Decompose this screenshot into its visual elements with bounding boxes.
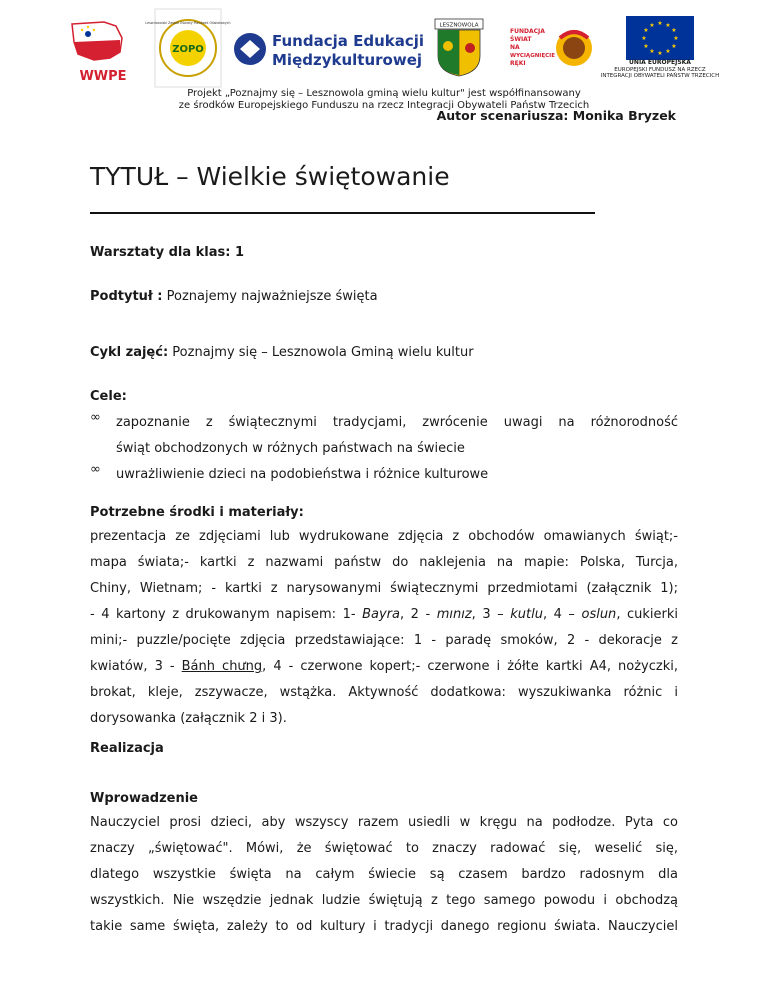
word-kutlu: kutlu — [510, 607, 543, 622]
wprowadzenie-line: takie same święta, zależy to od kultury i tradycji danego regionu świata. Nauczyciel — [90, 919, 678, 934]
svg-text:★: ★ — [665, 22, 671, 29]
svg-text:★: ★ — [665, 48, 671, 55]
fundacja-line2: Międzykulturowej — [272, 51, 423, 69]
fundacja-edukacji-logo — [232, 26, 428, 72]
srodki-line — [90, 602, 678, 628]
cykl-zajec — [90, 344, 474, 362]
zopo-logo — [145, 8, 231, 88]
swiat-line4: WYCIĄGNIĘCIE — [510, 53, 555, 59]
warsztaty: Warsztaty dla klas: 1 — [90, 245, 245, 260]
srodki-line: mini;- puzzle/pocięte zdjęcia przedstawiające: 1 - paradę smoków, 2 - dekoracje z — [90, 633, 678, 648]
wprowadzenie-line: dlatego wszystkie święta na całym świecie są czasem bardzo radosnym dla — [90, 867, 678, 882]
word-miniz: mınız — [436, 607, 472, 622]
svg-text:★: ★ — [671, 43, 677, 50]
srodki-text: , 2 - — [399, 607, 437, 622]
word-banh-chung: Bánh chưng — [181, 659, 263, 674]
title-underline — [90, 212, 595, 214]
swiat-line5: RĘKI — [510, 60, 526, 67]
svg-text:★: ★ — [671, 27, 677, 34]
srodki-paragraph — [90, 524, 678, 732]
svg-text:★: ★ — [643, 27, 649, 34]
cele-heading: Cele: — [90, 389, 127, 404]
fundacja-swiat-logo — [508, 24, 598, 76]
svg-text:★: ★ — [657, 20, 663, 27]
srodki-heading: Potrzebne środki i materiały: — [90, 505, 304, 520]
svg-text:★: ★ — [673, 35, 679, 42]
list-bullet: ∞ — [90, 462, 101, 477]
srodki-line: prezentacja ze zdjęciami lub wydrukowane zdjęcia z obchodów omawianych świąt;- — [90, 529, 678, 544]
srodki-text: , 4 - czerwone kopert;- czerwone i żółte kartki A4, nożyczki, — [262, 659, 678, 674]
word-bayra: Bayra — [362, 607, 400, 622]
wprowadzenie-paragraph — [90, 810, 678, 940]
fundacja-line1: Fundacja Edukacji — [272, 32, 425, 50]
svg-text:★: ★ — [649, 48, 655, 55]
page-title: TYTUŁ – Wielkie świętowanie — [90, 162, 450, 191]
cele-item1-line2: świąt obchodzonych w różnych państwach na świecie — [116, 441, 465, 456]
wwpe-text: WWPE — [79, 69, 127, 84]
swiat-line2: ŚWIAT — [510, 36, 532, 43]
svg-text:★: ★ — [641, 35, 647, 42]
project-line1: Projekt „Poznajmy się – Lesznowola gminą wielu kultur" jest współfinansowany — [187, 88, 581, 99]
podtytul-label: Podtytuł : — [90, 289, 163, 304]
zopo-text: ZOPO — [172, 44, 204, 55]
podtytul — [90, 288, 378, 306]
cele-list — [90, 410, 680, 480]
wprowadzenie-line: wszystkich. Nie wszędzie jednak ludzie świętują z tego samego powodu i obchodzą — [90, 893, 678, 908]
wprowadzenie-heading: Wprowadzenie — [90, 791, 198, 806]
realizacja-heading: Realizacja — [90, 741, 164, 756]
svg-text:★: ★ — [657, 50, 663, 57]
wprowadzenie-line: znaczy „świętować". Mówi, że świętować to znaczy radować się, weselić się, — [90, 841, 678, 856]
srodki-line: Chiny, Wietnam; - kartki z narysowanymi świątecznymi przedmiotami (załącznik 1); — [90, 581, 678, 596]
wprowadzenie-line: Nauczyciel prosi dzieci, aby wszyscy razem usiedli w kręgu na podłodze. Pyta co — [90, 815, 678, 830]
cykl-label: Cykl zajęć: — [90, 345, 169, 360]
srodki-line: dorysowanka (załącznik 2 i 3). — [90, 711, 287, 726]
srodki-text: , 4 – — [542, 607, 582, 622]
eu-sub2: INTEGRACJI OBYWATELI PAŃSTW TRZECICH — [600, 73, 720, 79]
srodki-line: brokat, kleje, zszywacze, wstążka. Aktywność dodatkowa: wyszukiwanka różnic i — [90, 685, 678, 700]
author: Autor scenariusza: Monika Bryzek — [436, 108, 676, 123]
eu-sub1: EUROPEJSKI FUNDUSZ NA RZECZ — [614, 66, 706, 73]
eu-caption — [598, 60, 722, 80]
zopo-ring-text: Leszniowolski Zespół Oświaty Placówek Oświatowych — [145, 21, 231, 25]
project-line2: ze środków Europejskiego Funduszu na rzecz Integracji Obywateli Państw Trzecich — [178, 100, 590, 111]
lesznowola-crest — [434, 18, 484, 78]
svg-text:★: ★ — [643, 43, 649, 50]
srodki-text: , 3 – — [471, 607, 511, 622]
podtytul-value: Poznajemy najważniejsze święta — [162, 289, 378, 304]
cele-item2: uwrażliwienie dzieci na podobieństwa i różnice kulturowe — [116, 467, 489, 482]
cykl-value: Poznajmy się – Lesznowola Gminą wielu kultur — [168, 345, 474, 360]
srodki-text: , cukierki — [616, 607, 678, 622]
srodki-line — [90, 654, 678, 680]
svg-text:★: ★ — [649, 22, 655, 29]
lesznowola-text: LESZNOWOLA — [439, 22, 479, 29]
srodki-line: mapa świata;- kartki z nazwami państw do naklejenia na mapie: Polska, Turcja, — [90, 555, 678, 570]
swiat-line3: NA — [510, 44, 520, 51]
wwpe-logo — [64, 18, 142, 84]
eu-title: UNIA EUROPEJSKA — [629, 59, 691, 66]
srodki-text: kwiatów, 3 - — [90, 659, 182, 674]
cele-item1-line1: zapoznanie z świątecznymi tradycjami, zwrócenie uwagi na różnorodność — [116, 415, 678, 430]
list-bullet: ∞ — [90, 410, 101, 425]
srodki-text: - 4 kartony z drukowanym napisem: 1- — [90, 607, 363, 622]
word-oslun: oslun — [581, 607, 617, 622]
swiat-line1: FUNDACJA — [510, 28, 545, 35]
